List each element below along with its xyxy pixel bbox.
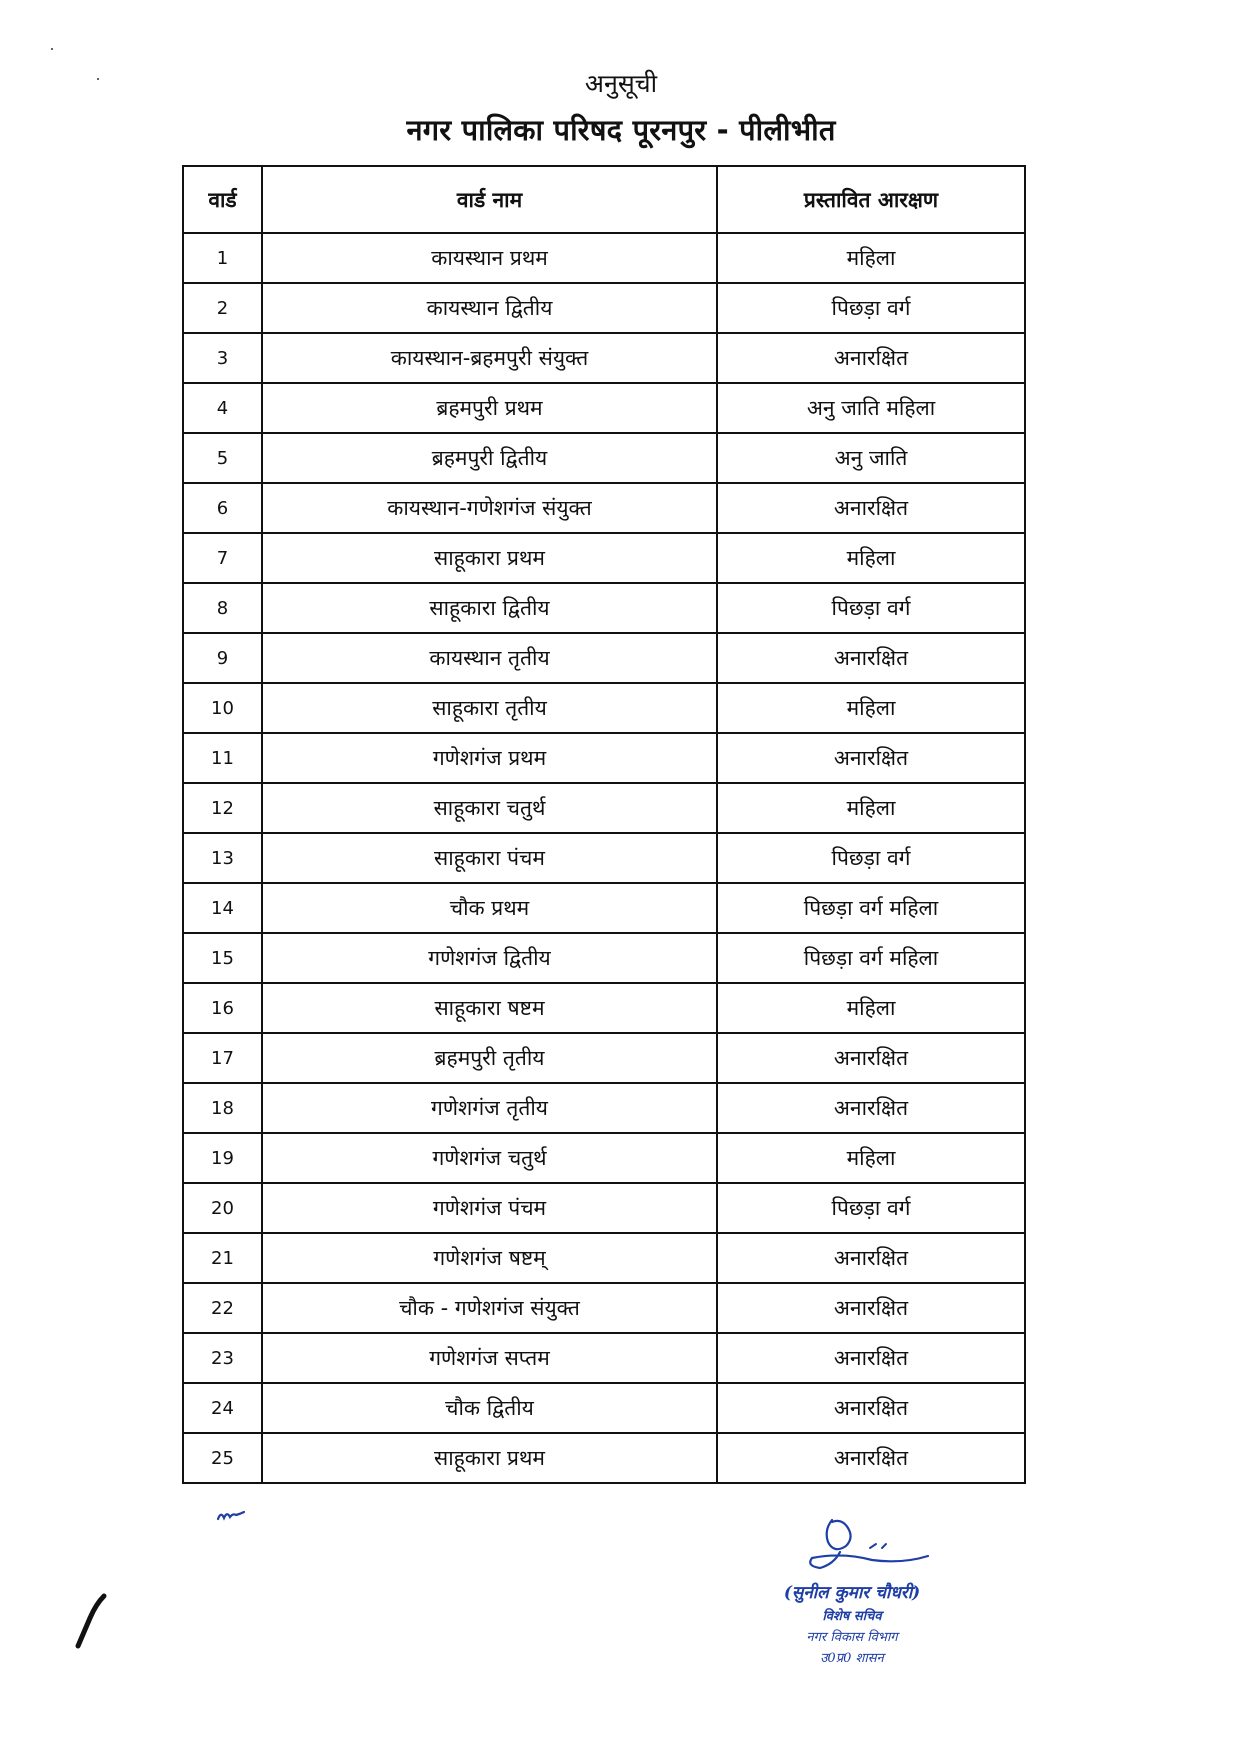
table-header-row — [183, 166, 1025, 233]
header-proposed-reservation: प्रस्तावित आरक्षण — [717, 166, 1025, 233]
ward-name-cell: गणेशगंज तृतीय — [262, 1083, 717, 1133]
document-title: नगर पालिका परिषद पूरनपुर - पीलीभीत — [406, 113, 836, 147]
ward-name-cell: कायस्थान-गणेशगंज संयुक्त — [262, 483, 717, 533]
signatory-government: उ0प्र0 शासन — [820, 1651, 884, 1666]
ward-number-cell: 5 — [183, 433, 262, 483]
reservation-cell: अनारक्षित — [717, 733, 1025, 783]
ward-name-cell: कायस्थान प्रथम — [262, 233, 717, 283]
table-row — [183, 633, 1025, 683]
ward-number-cell: 23 — [183, 1333, 262, 1383]
ward-name-cell: गणेशगंज सप्तम — [262, 1333, 717, 1383]
ward-name-cell: चौक द्वितीय — [262, 1383, 717, 1433]
reservation-cell: अनारक्षित — [717, 1433, 1025, 1483]
table-body — [183, 233, 1025, 1483]
table-row — [183, 683, 1025, 733]
reservation-cell: पिछड़ा वर्ग — [717, 583, 1025, 633]
ward-number-cell: 15 — [183, 933, 262, 983]
ward-name-cell: गणेशगंज पंचम — [262, 1183, 717, 1233]
reservation-cell: अनारक्षित — [717, 483, 1025, 533]
ward-name-cell: साहूकारा प्रथम — [262, 533, 717, 583]
reservation-cell: पिछड़ा वर्ग — [717, 1183, 1025, 1233]
ward-name-cell: साहूकारा प्रथम — [262, 1433, 717, 1483]
reservation-cell: अनारक्षित — [717, 1233, 1025, 1283]
reservation-cell: अनारक्षित — [717, 1083, 1025, 1133]
reservation-cell: महिला — [717, 533, 1025, 583]
ward-name-cell: साहूकारा चतुर्थ — [262, 783, 717, 833]
header-ward-name: वार्ड नाम — [262, 166, 717, 233]
ward-name-cell: गणेशगंज चतुर्थ — [262, 1133, 717, 1183]
ward-number-cell: 21 — [183, 1233, 262, 1283]
ward-name-cell: ब्रहमपुरी प्रथम — [262, 383, 717, 433]
table-row — [183, 333, 1025, 383]
reservation-cell: महिला — [717, 1133, 1025, 1183]
table-row — [183, 233, 1025, 283]
reservation-cell: अनु जाति महिला — [717, 383, 1025, 433]
table-row — [183, 283, 1025, 333]
ward-number-cell: 17 — [183, 1033, 262, 1083]
table-row — [183, 1033, 1025, 1083]
table-row — [183, 1183, 1025, 1233]
table-row — [183, 1233, 1025, 1283]
reservation-cell: महिला — [717, 983, 1025, 1033]
ward-number-cell: 4 — [183, 383, 262, 433]
table-row — [183, 383, 1025, 433]
reservation-cell: पिछड़ा वर्ग — [717, 283, 1025, 333]
table-row — [183, 433, 1025, 483]
reservation-cell: महिला — [717, 683, 1025, 733]
table-row — [183, 1133, 1025, 1183]
table-row — [183, 583, 1025, 633]
table-row — [183, 733, 1025, 783]
signatory-department: नगर विकास विभाग — [806, 1630, 898, 1645]
ward-number-cell: 16 — [183, 983, 262, 1033]
reservation-cell: अनारक्षित — [717, 1033, 1025, 1083]
ward-name-cell: साहूकारा षष्टम — [262, 983, 717, 1033]
ward-number-cell: 25 — [183, 1433, 262, 1483]
table-row — [183, 933, 1025, 983]
table-row — [183, 1283, 1025, 1333]
pen-stroke-mark — [70, 1592, 110, 1652]
table-row — [183, 983, 1025, 1033]
ward-number-cell: 1 — [183, 233, 262, 283]
reservation-cell: अनारक्षित — [717, 633, 1025, 683]
ward-name-cell: चौक - गणेशगंज संयुक्त — [262, 1283, 717, 1333]
ward-number-cell: 22 — [183, 1283, 262, 1333]
ward-name-cell: कायस्थान-ब्रहमपुरी संयुक्त — [262, 333, 717, 383]
ward-name-cell: गणेशगंज द्वितीय — [262, 933, 717, 983]
table-row — [183, 1383, 1025, 1433]
ward-number-cell: 20 — [183, 1183, 262, 1233]
table-row — [183, 783, 1025, 833]
table-row — [183, 1083, 1025, 1133]
ward-number-cell: 10 — [183, 683, 262, 733]
ward-name-cell: चौक प्रथम — [262, 883, 717, 933]
ward-name-cell: कायस्थान द्वितीय — [262, 283, 717, 333]
ward-number-cell: 9 — [183, 633, 262, 683]
table-row — [183, 883, 1025, 933]
signature-block — [752, 1508, 952, 1668]
table-row — [183, 483, 1025, 533]
ward-number-cell: 2 — [183, 283, 262, 333]
reservation-cell: महिला — [717, 783, 1025, 833]
reservation-cell: अनु जाति — [717, 433, 1025, 483]
speck-mark — [97, 78, 99, 80]
table-row — [183, 533, 1025, 583]
ward-name-cell: साहूकारा द्वितीय — [262, 583, 717, 633]
ward-number-cell: 24 — [183, 1383, 262, 1433]
table-row — [183, 1333, 1025, 1383]
ward-number-cell: 11 — [183, 733, 262, 783]
speck-mark — [51, 48, 53, 50]
ward-number-cell: 3 — [183, 333, 262, 383]
table-row — [183, 833, 1025, 883]
ward-number-cell: 12 — [183, 783, 262, 833]
ward-name-cell: गणेशगंज षष्टम् — [262, 1233, 717, 1283]
ward-number-cell: 18 — [183, 1083, 262, 1133]
reservation-cell: पिछड़ा वर्ग महिला — [717, 933, 1025, 983]
ward-number-cell: 14 — [183, 883, 262, 933]
reservation-cell: अनारक्षित — [717, 1283, 1025, 1333]
ward-number-cell: 7 — [183, 533, 262, 583]
ward-number-cell: 8 — [183, 583, 262, 633]
ward-number-cell: 13 — [183, 833, 262, 883]
signatory-designation: विशेष सचिव — [822, 1609, 882, 1624]
ward-name-cell: गणेशगंज प्रथम — [262, 733, 717, 783]
ward-name-cell: ब्रहमपुरी द्वितीय — [262, 433, 717, 483]
reservation-cell: अनारक्षित — [717, 1333, 1025, 1383]
reservation-cell: महिला — [717, 233, 1025, 283]
ward-name-cell: साहूकारा तृतीय — [262, 683, 717, 733]
initial-mark — [216, 1505, 248, 1525]
reservation-cell: अनारक्षित — [717, 333, 1025, 383]
table-row — [183, 1433, 1025, 1483]
signature-scribble — [802, 1508, 932, 1578]
ward-reservation-table — [182, 165, 1026, 1484]
reservation-cell: पिछड़ा वर्ग महिला — [717, 883, 1025, 933]
reservation-cell: अनारक्षित — [717, 1383, 1025, 1433]
ward-name-cell: साहूकारा पंचम — [262, 833, 717, 883]
ward-name-cell: कायस्थान तृतीय — [262, 633, 717, 683]
ward-number-cell: 6 — [183, 483, 262, 533]
signatory-name: (सुनील कुमार चौधरी) — [783, 1583, 921, 1603]
reservation-cell: पिछड़ा वर्ग — [717, 833, 1025, 883]
document-subtitle: अनुसूची — [584, 69, 658, 98]
ward-number-cell: 19 — [183, 1133, 262, 1183]
ward-name-cell: ब्रहमपुरी तृतीय — [262, 1033, 717, 1083]
header-ward: वार्ड — [183, 166, 262, 233]
